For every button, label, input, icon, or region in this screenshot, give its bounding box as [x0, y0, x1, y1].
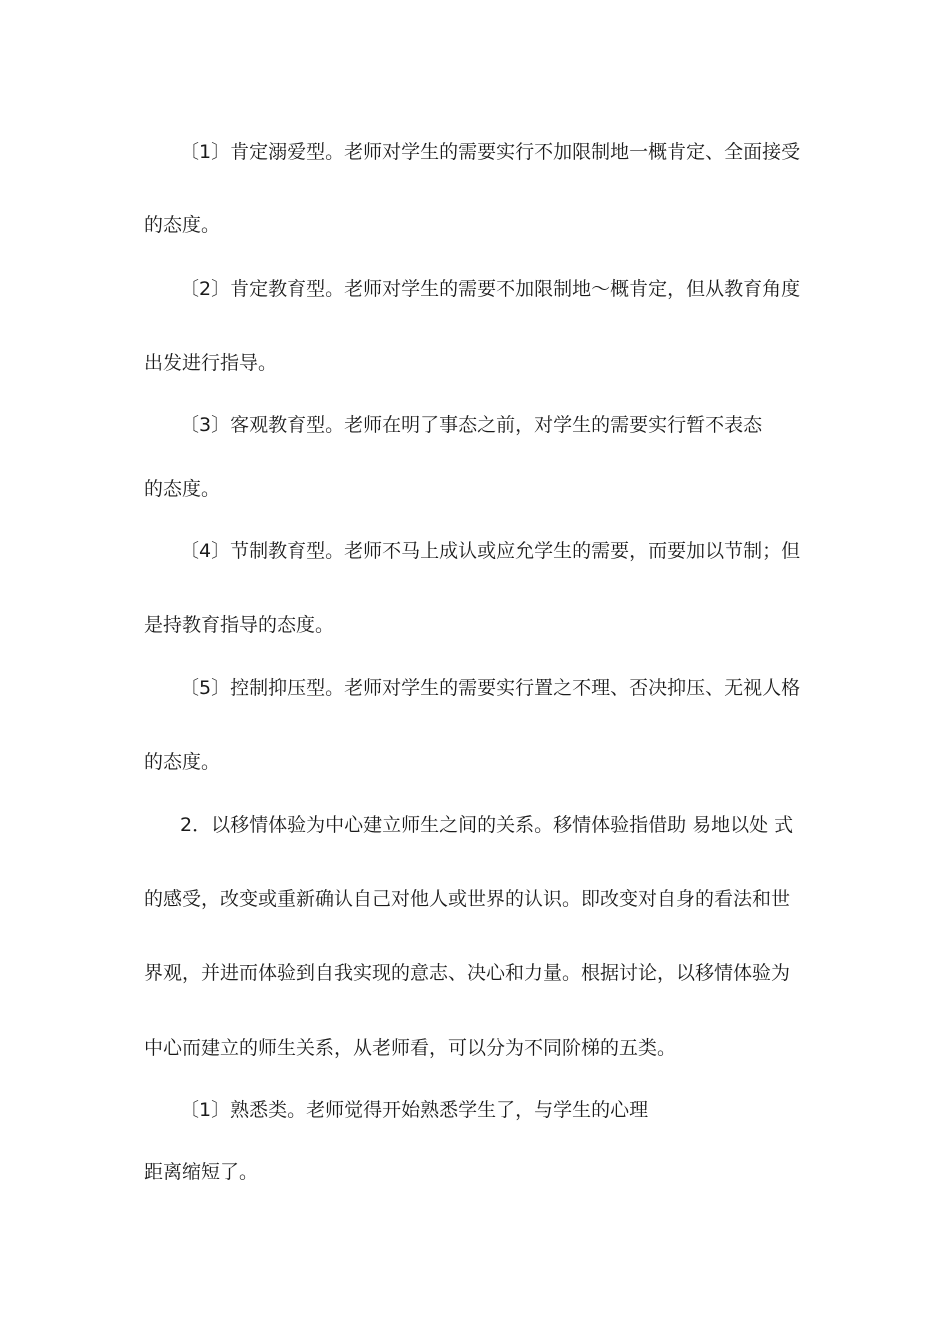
paragraph-line: 中心而建立的师生关系，从老师看，可以分为不同阶梯的五类。: [144, 1037, 677, 1059]
paragraph-line: 〔5〕控制抑压型。老师对学生的需要实行置之不理、否决抑压、无视人格: [180, 677, 801, 699]
paragraph-line: 是持教育指导的态度。: [144, 614, 335, 636]
paragraph-line: 出发进行指导。: [144, 352, 278, 374]
paragraph-line: 〔1〕熟悉类。老师觉得开始熟悉学生了，与学生的心理: [180, 1099, 649, 1121]
paragraph-line: 的感受，改变或重新确认自己对他人或世界的认识。即改变对自身的看法和世: [144, 888, 791, 910]
paragraph-line: 界观，并进而体验到自我实现的意志、决心和力量。根据讨论，以移情体验为: [144, 962, 791, 984]
paragraph-line: 〔4〕节制教育型。老师不马上成认或应允学生的需要，而要加以节制；但: [180, 540, 801, 562]
paragraph-line: 的态度。: [144, 478, 221, 500]
paragraph-line: 距离缩短了。: [144, 1161, 259, 1183]
paragraph-line: 〔3〕客观教育型。老师在明了事态之前，对学生的需要实行暂不表态: [180, 414, 763, 436]
paragraph-line: 的态度。: [144, 751, 221, 773]
paragraph-line: 〔1〕肯定溺爱型。老师对学生的需要实行不加限制地一概肯定、全面接受: [180, 141, 801, 163]
section-heading-line: 2．以移情体验为中心建立师生之间的关系。移情体验指借助 易地以处 式: [180, 814, 794, 836]
paragraph-line: 的态度。: [144, 214, 221, 236]
paragraph-line: 〔2〕肯定教育型。老师对学生的需要不加限制地～概肯定，但从教育角度: [180, 278, 801, 300]
